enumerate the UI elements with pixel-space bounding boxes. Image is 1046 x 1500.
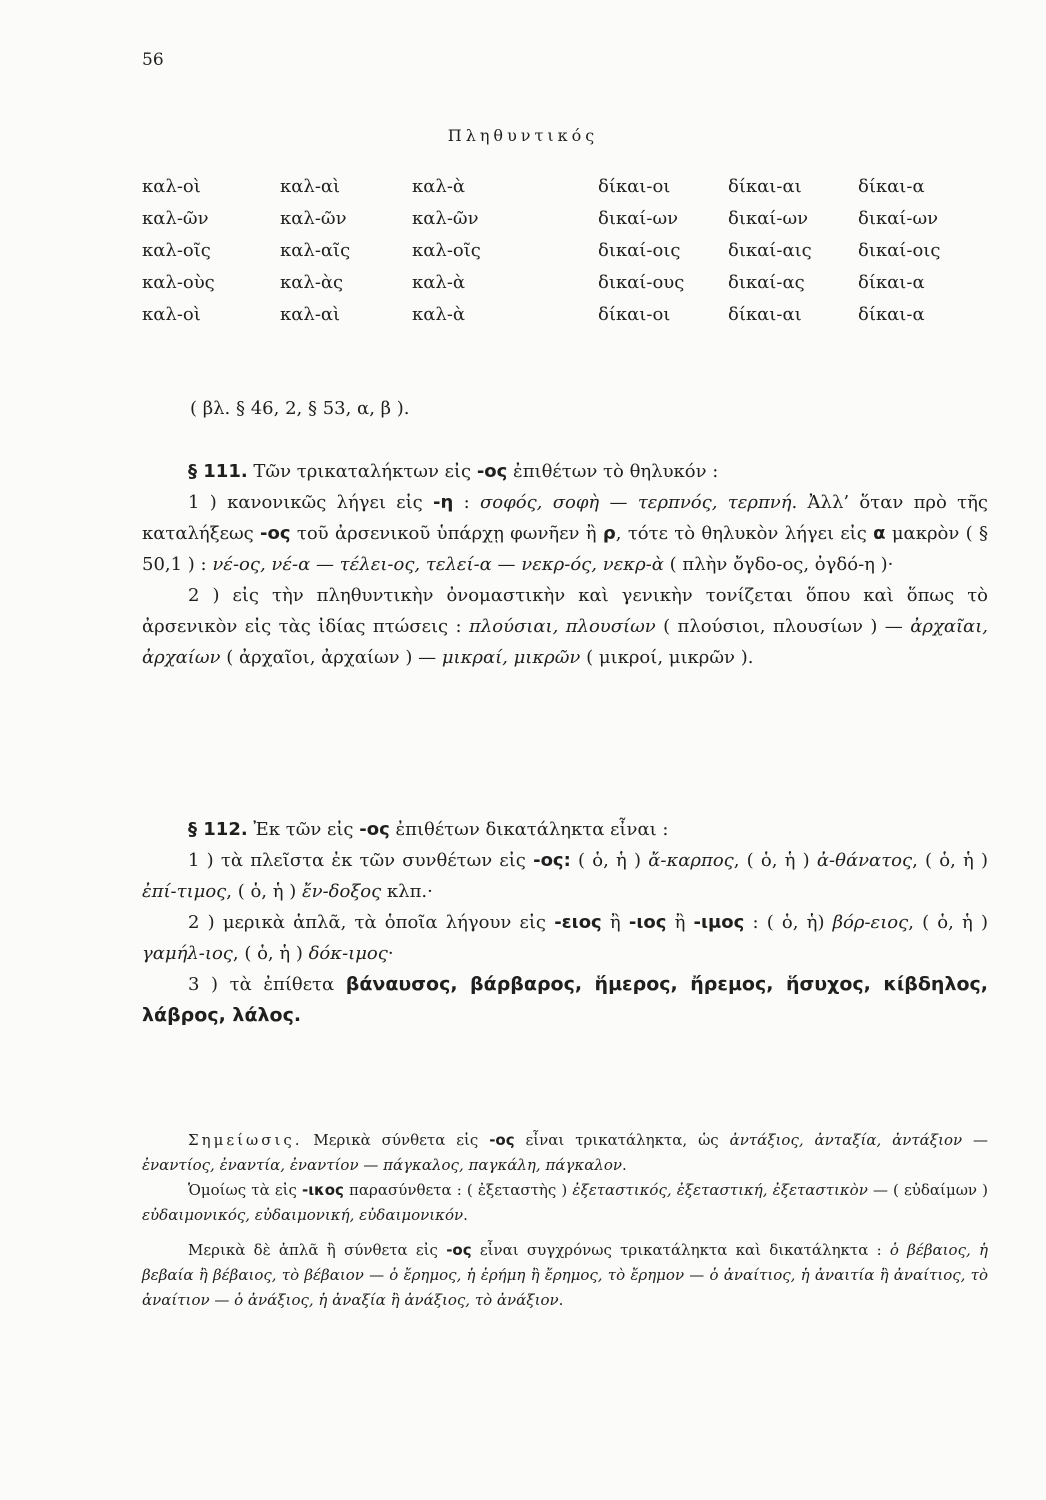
- remark-block: [142, 1128, 988, 1313]
- text: , ( ὁ, ἡ ): [733, 850, 817, 871]
- text: , ( ὁ, ἡ ): [908, 912, 988, 933]
- text: εἶναι τρικατάληκτα, ὡς: [514, 1131, 730, 1149]
- text: , ( ὁ, ἡ ): [912, 850, 988, 871]
- text: ἐπιθέτων τὸ θηλυκόν :: [507, 461, 719, 482]
- text: 3 ) τὰ ἐπίθετα: [188, 974, 346, 995]
- example: εὐδαιμονικός, εὐδαιμονική, εὐδαιμονικόν: [142, 1206, 464, 1224]
- example: ὁ βέβαιος, ἡ βεβαία ἢ βέβαιος, τὸ βέβαιον — ὁ ἔρημος, ἡ ἐρήμη ἢ ἔρημος, τὸ ἔρημον — ὁ ἀναίτιος, ἡ ἀναιτία ἢ ἀναίτιος, τὸ ἀναίτιον — ὁ ἀνάξιος, ἡ ἀναξία ἢ ἀνάξιος, τὸ ἀνάξιον: [142, 1241, 988, 1309]
- paradigm-cell: δικαί-αις: [728, 240, 812, 261]
- section-112-intro: [142, 814, 988, 845]
- paradigm-cell: δίκαι-α: [858, 304, 925, 325]
- paradigm-cell: δίκαι-αι: [728, 304, 802, 325]
- paradigm-cell: καλ-οὶ: [142, 176, 201, 197]
- paradigm-cell: καλ-ῶν: [142, 208, 209, 229]
- ending-os: -ος: [489, 1131, 515, 1149]
- text: . Ἀλλ’ ὅταν πρὸ τῆς καταλήξεως: [142, 492, 988, 544]
- ending-ios: -ιος: [628, 912, 667, 933]
- letter-alpha: α: [873, 523, 886, 544]
- section-112: [142, 814, 988, 1031]
- ending-imos: -ιμος: [693, 912, 745, 933]
- example: νέ-ος, νέ-α — τέλει-ος, τελεί-α — νεκρ-ός, νεκρ-ὰ: [212, 554, 664, 575]
- paradigm-cell: καλ-ῶν: [412, 208, 479, 229]
- example: δόκ-ιμος: [308, 943, 388, 964]
- example: πλούσιαι, πλουσίων: [469, 616, 656, 637]
- paradigm-cell: δίκαι-α: [858, 176, 925, 197]
- text: :: [453, 492, 481, 513]
- paradigm-cell: δίκαι-αι: [728, 176, 802, 197]
- text: ·: [387, 943, 394, 964]
- paradigm-cell: δικαί-οις: [598, 240, 681, 261]
- ending-os: -ος: [446, 1241, 472, 1259]
- example: σοφός, σοφὴ — τερπνός, τερπνή: [480, 492, 792, 513]
- section-111-point-2: [142, 580, 988, 673]
- text: ἢ: [666, 912, 694, 933]
- section-112-point-2: [142, 907, 988, 969]
- section-111-point-1: [142, 487, 988, 580]
- section-111: [142, 456, 988, 673]
- text: .: [622, 1156, 627, 1174]
- text: παρασύνθετα : ( ἐξεταστὴς ): [343, 1181, 573, 1199]
- text: , ( ὁ, ἡ ): [226, 881, 302, 902]
- paradigm-cell: δίκαι-α: [858, 272, 925, 293]
- text: .: [463, 1206, 468, 1224]
- remark-paragraph-1: [142, 1128, 988, 1178]
- text: ( ὁ, ἡ ): [570, 850, 649, 871]
- paradigm-cell: καλ-οῖς: [142, 240, 211, 261]
- paradigm-cell: καλ-αῖς: [280, 240, 351, 261]
- ending-os: -ος: [359, 819, 390, 840]
- text: 2 ) εἰς τὴν πληθυντικὴν ὀνομαστικὴν καὶ γενικὴν τονίζεται ὅπου καὶ ὅπως τὸ ἀρσενικὸν εἰς τὰς ἰδίας πτώσεις :: [142, 585, 988, 637]
- adjective-list: βάναυσος, βάρβαρος, ἥμερος, ἤρεμος, ἥσυχος, κίβδηλος, λάβρος, λάλος.: [142, 973, 989, 1026]
- paradigm-cell: δικαί-ων: [858, 208, 939, 229]
- text: , τότε τὸ θηλυκὸν λήγει εἰς: [615, 523, 874, 544]
- text: τοῦ ἀρσενικοῦ ὑπάρχῃ φωνῆεν ἢ: [290, 523, 603, 544]
- example: μικραί, μικρῶν: [441, 647, 581, 668]
- text: Ὁμοίως τὰ εἰς: [188, 1181, 302, 1199]
- text: , ( ὁ, ἡ ): [232, 943, 309, 964]
- ending-os: -ος: [476, 461, 508, 482]
- text: — ( εὐδαίμων ): [867, 1181, 988, 1199]
- paradigm-cell: δικαί-ων: [598, 208, 679, 229]
- text: ( πλὴν ὄγδο-ος, ὀγδό-η )·: [663, 554, 894, 575]
- paradigm-cell: καλ-ὰ: [412, 272, 466, 293]
- paradigm-cell: καλ-οὺς: [142, 272, 215, 293]
- paradigm-cell: καλ-ὰ: [412, 176, 466, 197]
- text: ἐπιθέτων δικατάληκτα εἶναι :: [389, 819, 669, 840]
- remark-paragraph-3: [142, 1238, 988, 1313]
- paradigm-cell: δίκαι-οι: [598, 176, 671, 197]
- cross-reference: ( βλ. § 46, 2, § 53, α, β ).: [190, 398, 410, 419]
- text: Ἐκ τῶν εἰς: [247, 819, 360, 840]
- paradigm-cell: δικαί-ας: [728, 272, 805, 293]
- text: ( πλούσιοι, πλουσίων ) —: [655, 616, 911, 637]
- text: Μερικὰ σύνθετα εἰς: [302, 1131, 490, 1149]
- text: 1 ) τὰ πλεῖστα ἐκ τῶν συνθέτων εἰς: [188, 850, 534, 871]
- text: 2 ) μερικὰ ἁπλᾶ, τὰ ὁποῖα λήγουν εἰς: [188, 912, 555, 933]
- ending-os: -ος:: [533, 850, 571, 871]
- example: βόρ-ειος: [832, 912, 909, 933]
- text: .: [558, 1291, 564, 1309]
- example: ἐπί-τιμος: [142, 881, 227, 902]
- example: γαμήλ-ιος: [142, 943, 233, 964]
- section-number: § 111.: [188, 461, 248, 482]
- example: ἀντάξιος, ἀνταξία, ἀντάξιον — ἐναντίος, ἐναντία, ἐναντίον — πάγκαλος, παγκάλη, πάγκαλον: [142, 1131, 988, 1174]
- page-number: 56: [142, 50, 164, 70]
- paradigm-cell: δικαί-ους: [598, 272, 685, 293]
- paradigm-cell: δίκαι-οι: [598, 304, 671, 325]
- example: ἔν-δοξος: [301, 881, 382, 902]
- paradigm-cell: καλ-οῖς: [412, 240, 481, 261]
- text: : ( ὁ, ἡ): [744, 912, 833, 933]
- text: ἢ: [601, 912, 629, 933]
- example: ἀ-θάνατος: [816, 850, 913, 871]
- paradigm-cell: δικαί-οις: [858, 240, 941, 261]
- paradigm-cell: καλ-αὶ: [280, 304, 341, 325]
- text: ( ἀρχαῖοι, ἀρχαίων ) —: [220, 647, 442, 668]
- section-111-intro: [142, 456, 988, 487]
- letter-rho: ρ: [602, 523, 616, 544]
- paradigm-cell: καλ-ὰ: [412, 304, 466, 325]
- paradigm-cell: δικαί-ων: [728, 208, 809, 229]
- text: μακρὸν ( § 50,1 ) :: [142, 523, 988, 575]
- text: Τῶν τρικαταλήκτων εἰς: [247, 461, 477, 482]
- paradigm-cell: καλ-ῶν: [280, 208, 347, 229]
- example: ἄ-καρπος: [648, 850, 734, 871]
- text: εἶναι συγχρόνως τρικατάληκτα καὶ δικατάληκτα :: [471, 1241, 890, 1259]
- ending-eta: -η: [433, 492, 454, 513]
- ending-eios: -ειος: [554, 912, 602, 933]
- paradigm-cell: καλ-αὶ: [280, 176, 341, 197]
- section-112-point-1: [142, 845, 988, 907]
- plural-heading: Πληθυντικός: [447, 126, 599, 145]
- remark-paragraph-2: [142, 1178, 988, 1228]
- paradigm-cell: καλ-οὶ: [142, 304, 201, 325]
- paradigm-cell: καλ-ὰς: [280, 272, 344, 293]
- text: 1 ) κανονικῶς λήγει εἰς: [188, 492, 434, 513]
- ending-ikos: -ικος: [301, 1181, 344, 1199]
- example: ἐξεταστικός, ἐξεταστική, ἐξεταστικὸν: [572, 1181, 868, 1199]
- text: ( μικροί, μικρῶν ).: [580, 647, 754, 668]
- remark-label: Σημείωσις.: [188, 1131, 303, 1149]
- section-112-point-3: [142, 969, 988, 1031]
- example: ἀρχαῖαι, ἀρχαίων: [142, 616, 988, 668]
- ending-os: -ος: [260, 523, 291, 544]
- text: Μερικὰ δὲ ἁπλᾶ ἢ σύνθετα εἰς: [188, 1241, 447, 1259]
- section-number: § 112.: [188, 819, 248, 840]
- text: κλπ.·: [381, 881, 433, 902]
